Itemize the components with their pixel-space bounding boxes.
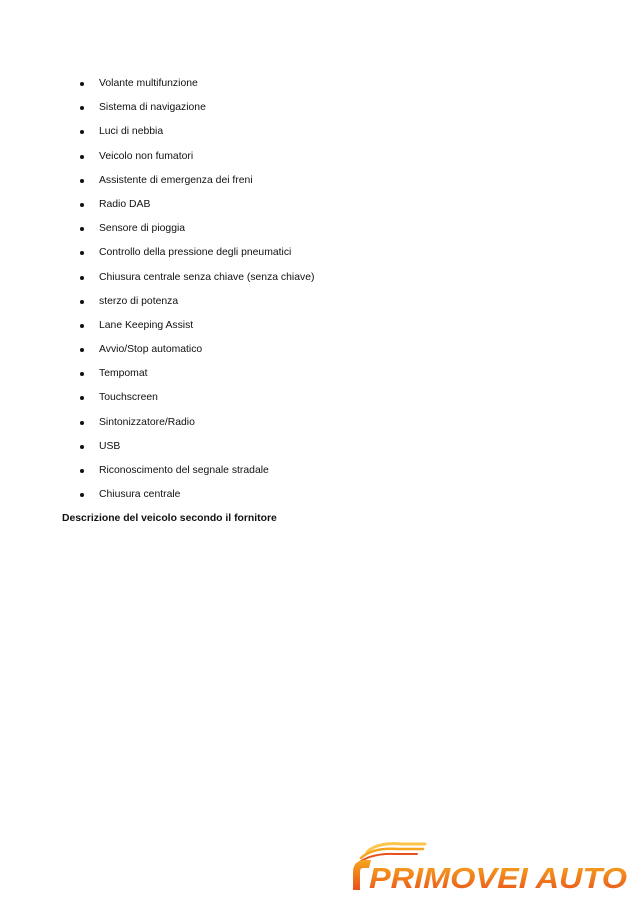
bullet-icon <box>80 251 84 255</box>
list-item-label: Sistema di navigazione <box>99 102 206 114</box>
bullet-icon <box>80 493 84 497</box>
bullet-icon <box>80 227 84 231</box>
section-heading: Descrizione del veicolo secondo il fornitore <box>62 513 277 524</box>
list-item-label: Veicolo non fumatori <box>99 150 194 162</box>
list-item <box>62 386 314 410</box>
bullet-icon <box>80 130 84 134</box>
list-item-label: Tempomat <box>99 368 148 380</box>
list-item <box>62 314 314 338</box>
list-item-label: Radio DAB <box>99 198 151 210</box>
logo-wordmark: PRIMOVEI AUTO <box>369 863 628 895</box>
bullet-icon <box>80 106 84 110</box>
list-item-label: Lane Keeping Assist <box>99 319 194 331</box>
list-item-label: Sensore di pioggia <box>99 223 186 235</box>
bullet-icon <box>80 445 84 449</box>
list-item <box>62 145 314 169</box>
list-item <box>62 120 314 144</box>
list-item-label: Riconoscimento del segnale stradale <box>99 465 269 476</box>
list-item-label: Controllo della pressione degli pneumatici <box>99 247 292 259</box>
list-item <box>62 217 314 241</box>
bullet-icon <box>80 372 84 376</box>
bullet-icon <box>80 421 84 425</box>
list-item <box>62 459 314 483</box>
bullet-icon <box>80 179 84 183</box>
list-item <box>62 290 314 314</box>
list-item-label: Volante multifunzione <box>99 78 198 89</box>
list-item <box>62 411 314 435</box>
list-item <box>62 483 314 507</box>
bullet-icon <box>80 155 84 159</box>
list-item-label: Touchscreen <box>99 392 158 404</box>
list-item-label: Luci di nebbia <box>99 126 164 138</box>
list-item <box>62 338 314 362</box>
bullet-icon <box>80 203 84 207</box>
list-item-label: sterzo di potenza <box>99 295 179 307</box>
list-item <box>62 72 314 96</box>
list-item-label: Chiusura centrale senza chiave (senza chiave) <box>99 271 315 283</box>
bullet-icon <box>80 469 84 473</box>
bullet-icon <box>80 324 84 328</box>
list-item <box>62 169 314 193</box>
bullet-icon <box>80 348 84 352</box>
list-item <box>62 193 314 217</box>
list-item-label: Sintonizzatore/Radio <box>99 416 195 428</box>
feature-list <box>62 72 314 507</box>
bullet-icon <box>80 396 84 400</box>
list-item <box>62 435 314 459</box>
list-item <box>62 362 314 386</box>
bullet-icon <box>80 300 84 304</box>
bullet-icon <box>80 82 84 86</box>
list-item <box>62 96 314 120</box>
list-item <box>62 241 314 265</box>
list-item-label: Chiusura centrale <box>99 489 181 501</box>
list-item-label: Avvio/Stop automatico <box>99 344 203 356</box>
list-item-label: Assistente di emergenza dei freni <box>99 174 253 186</box>
list-item <box>62 266 314 290</box>
primovei-auto-logo <box>347 838 632 898</box>
bullet-icon <box>80 276 84 280</box>
list-item-label: USB <box>99 440 121 452</box>
